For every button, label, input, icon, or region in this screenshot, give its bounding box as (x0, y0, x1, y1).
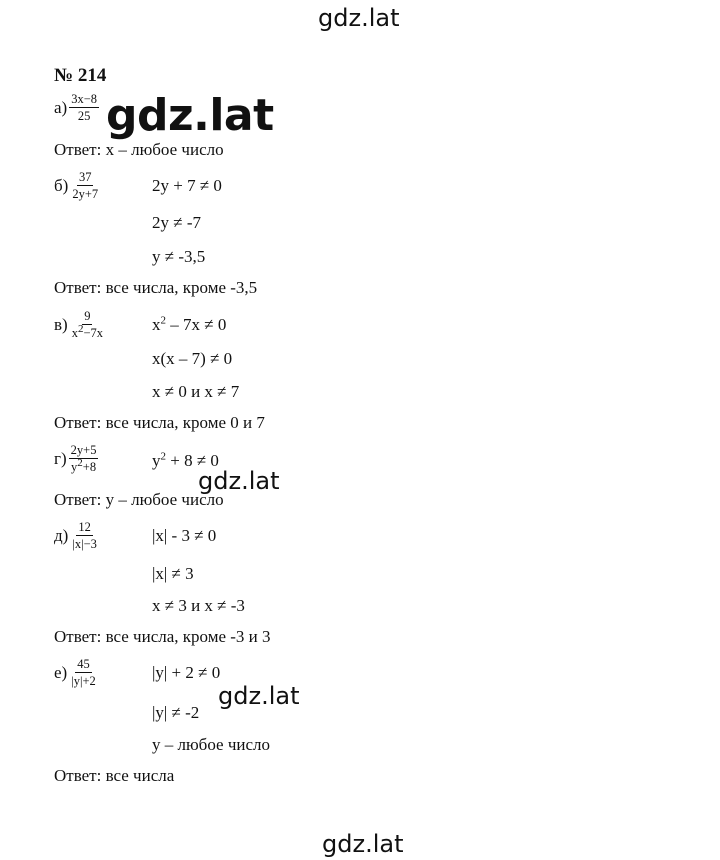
watermark-bottom: gdz.lat (322, 830, 404, 858)
fraction-denominator: |x|−3 (72, 537, 97, 552)
part-label: б) (54, 176, 69, 196)
part-e-step-1: |y| + 2 ≠ 0 (152, 663, 221, 682)
watermark-lower: gdz.lat (218, 682, 300, 710)
fraction-numerator: 12 (76, 520, 93, 536)
part-a-expression (54, 92, 99, 124)
problem-number: № 214 (54, 65, 107, 86)
watermark-middle: gdz.lat (198, 467, 280, 495)
part-v-step-2: x(x – 7) ≠ 0 (152, 349, 233, 368)
fraction-numerator: 45 (75, 657, 92, 673)
part-b-expression (54, 170, 100, 202)
part-e-answer: Ответ: все числа (54, 766, 175, 785)
part-v-expression (54, 309, 105, 341)
watermark-large: gdz.lat (106, 90, 274, 141)
fraction (70, 309, 105, 341)
fraction-denominator: |y|+2 (71, 674, 96, 689)
fraction-numerator: 3x−8 (69, 92, 99, 108)
part-e-step-2: |y| ≠ -2 (152, 703, 200, 722)
fraction (70, 520, 99, 552)
fraction-denominator: 2y+7 (72, 187, 99, 202)
part-label: в) (54, 315, 68, 335)
fraction (69, 443, 99, 475)
part-e-expression (54, 657, 98, 689)
part-g-expression (54, 443, 98, 475)
part-label: е) (54, 663, 68, 683)
watermark-top: gdz.lat (318, 4, 400, 32)
part-d-step-3: x ≠ 3 и x ≠ -3 (152, 596, 245, 615)
part-d-answer: Ответ: все числа, кроме -3 и 3 (54, 627, 271, 646)
part-v-step-1: $x^2 - 7x \ne 0$ (152, 314, 227, 334)
part-g-step-1: $y^2 + 8 \ne 0$ (152, 450, 219, 470)
fraction-numerator: 37 (77, 170, 94, 186)
fraction-denominator: $y^2+8$ (71, 457, 97, 475)
fraction-numerator: 2y+5 (69, 443, 99, 459)
fraction (69, 657, 98, 689)
part-v-answer: Ответ: все числа, кроме 0 и 7 (54, 413, 265, 432)
part-d-step-1: |x| - 3 ≠ 0 (152, 526, 217, 545)
part-label: г) (54, 449, 67, 469)
fraction-denominator: 25 (77, 109, 91, 124)
part-g-answer: Ответ: y – любое число (54, 490, 224, 509)
part-b-answer: Ответ: все числа, кроме -3,5 (54, 278, 258, 297)
part-label: а) (54, 98, 68, 118)
fraction (70, 170, 100, 202)
part-v-step-3: x ≠ 0 и x ≠ 7 (152, 382, 240, 401)
part-e-step-3: y – любое число (152, 735, 271, 754)
part-b-step-1: 2y + 7 ≠ 0 (152, 176, 222, 195)
fraction (69, 92, 99, 124)
part-d-step-2: |x| ≠ 3 (152, 564, 194, 583)
part-label: д) (54, 526, 69, 546)
fraction-numerator: 9 (82, 309, 92, 325)
part-a-answer: Ответ: x – любое число (54, 140, 224, 159)
part-b-step-2: 2y ≠ -7 (152, 213, 201, 232)
part-b-step-3: y ≠ -3,5 (152, 247, 206, 266)
fraction-denominator: $x^2-7x$ (71, 323, 104, 341)
part-d-expression (54, 520, 99, 552)
